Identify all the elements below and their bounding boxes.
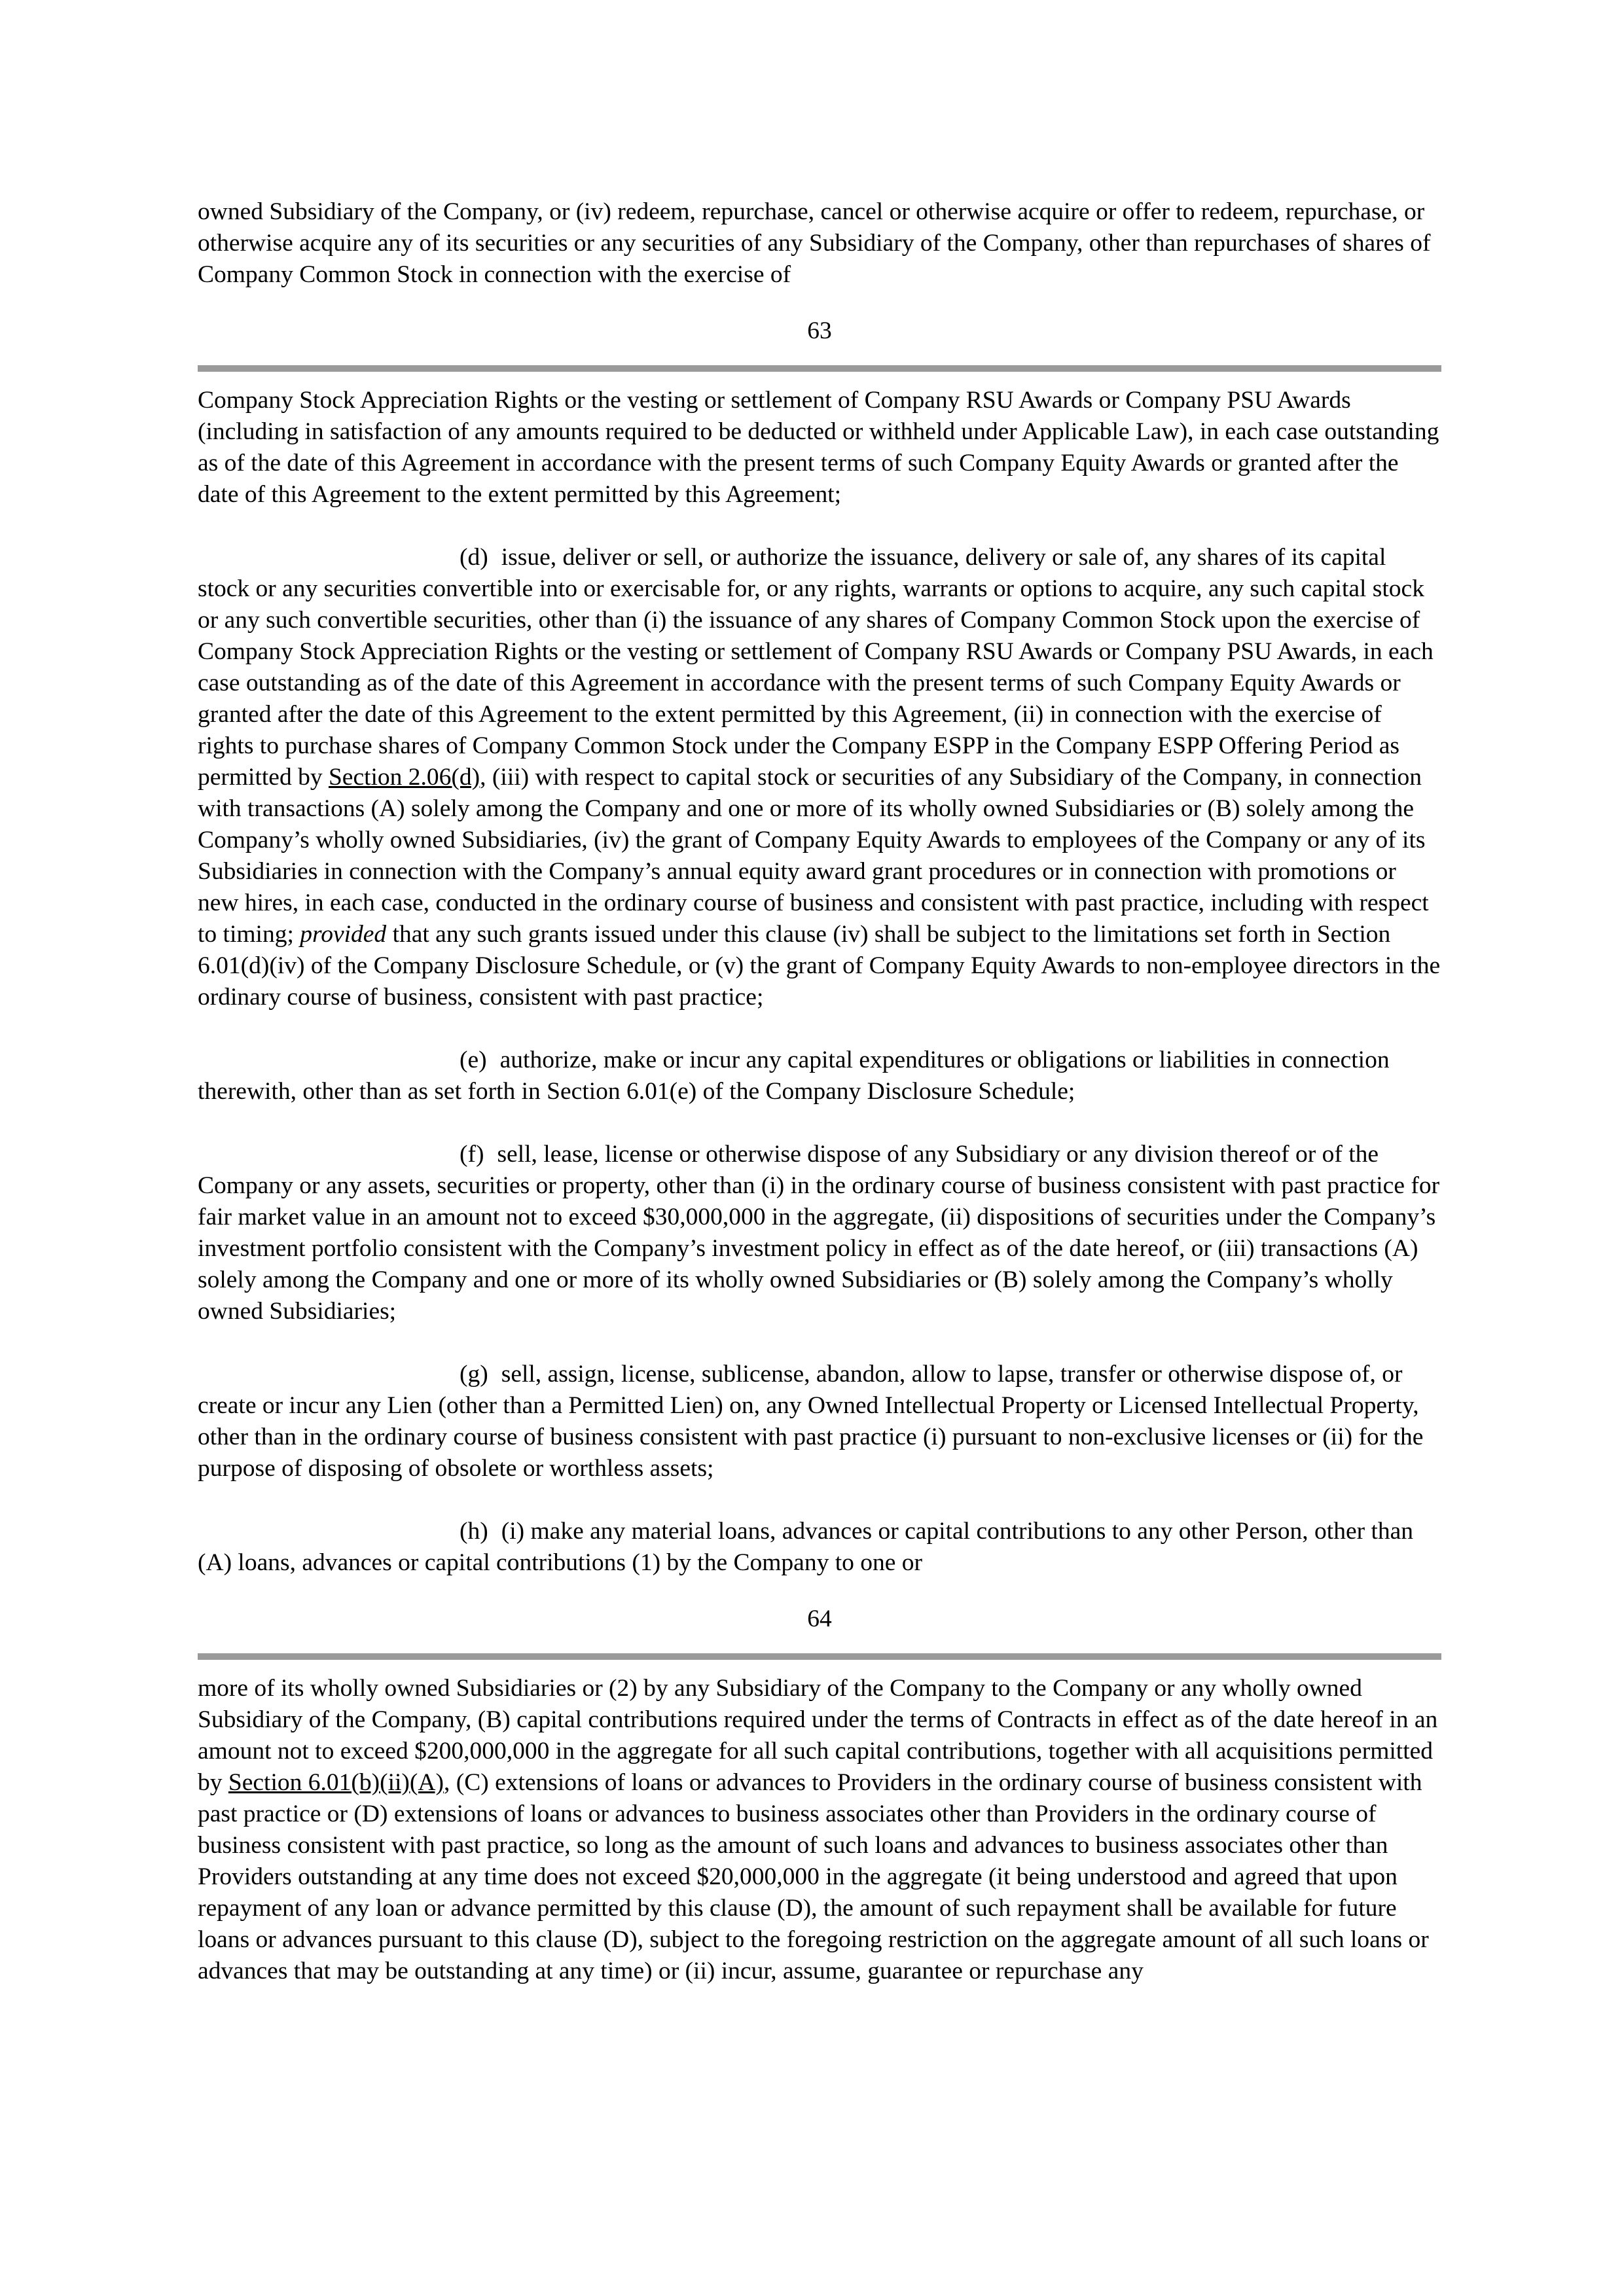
paragraph-text: issue, deliver or sell, or authorize the issuance, delivery or sale of, any shares of its capital stock or any securities convertible into or exercisable for, or any rights, warrants or options to acquire, any such capital stock or any such convertible securities, other than (i) the issuance of any shares of Company Common Stock upon the exercise of Company Stock Appreciation Rights or the vesting or settlement of Company RSU Awards or Company PSU Awards, in each case outstanding as of the date of this Agreement in accordance with the present terms of such Company Equity Awards or granted after the date of this Agreement to the extent permitted by this Agreement, (ii) in connection with the exercise of rights to purchase shares of Company Common Stock under the Company ESPP in the Company ESPP Offering Period as permitted by	[198, 544, 1434, 791]
paragraph-e	[198, 1045, 1441, 1107]
paragraph-d	[198, 542, 1441, 1013]
paragraph-continuation-65	[198, 1673, 1441, 1987]
clause-label: (h)	[460, 1518, 488, 1545]
clause-label: (f)	[460, 1141, 484, 1168]
paragraph-text: (i) make any material loans, advances or capital contributions to any other Person, other than (A) loans, advances or capital contributions (1) by the Company to one or	[198, 1518, 1414, 1576]
paragraph-text: owned Subsidiary of the Company, or (iv) redeem, repurchase, cancel or otherwise acquire or offer to redeem, repurchase, or otherwise acquire any of its securities or any securities of any Subsidiary of the Company, other than repurchases of shares of Company Common Stock in connection with the exercise of	[198, 198, 1431, 288]
section-reference: Section 2.06(d)	[328, 764, 480, 791]
paragraph-text: sell, assign, license, sublicense, abandon, allow to lapse, transfer or otherwise dispose of, or create or incur any Lien (other than a Permitted Lien) on, any Owned Intellectual Property or Licensed Intellectual Property, other than in the ordinary course of business consistent with past practice (i) pursuant to non-exclusive licenses or (ii) for the purpose of disposing of obsolete or worthless assets;	[198, 1361, 1424, 1482]
paragraph-f	[198, 1139, 1441, 1327]
paragraph-text: sell, lease, license or otherwise dispose of any Subsidiary or any division thereof or of the Company or any assets, securities or property, other than (i) in the ordinary course of business consistent with past practice for fair market value in an amount not to exceed $30,000,000 in the aggregate, (ii) dispositions of securities under the Company’s investment portfolio consistent with the Company’s investment policy in effect as of the date hereof, or (iii) transactions (A) solely among the Company and one or more of its wholly owned Subsidiaries or (B) solely among the Company’s wholly owned Subsidiaries;	[198, 1141, 1440, 1325]
clause-label: (e)	[460, 1047, 487, 1073]
document-page	[198, 196, 1441, 1987]
paragraph-h	[198, 1516, 1441, 1579]
paragraph-text: , (iii) with respect to capital stock or securities of any Subsidiary of the Company, in connection with transactions (A) solely among the Company and one or more of its wholly owned Subsidiaries or (B) solely among the Company’s wholly owned Subsidiaries, (iv) the grant of Company Equity Awards to employees of the Company or any of its Subsidiaries in connection with the Company’s annual equity award grant procedures or in connection with promotions or new hires, in each case, conducted in the ordinary course of business and consistent with past practice, including with respect to timing;	[198, 764, 1429, 948]
clause-label: (g)	[460, 1361, 488, 1388]
page-number-64: 64	[807, 1605, 832, 1632]
paragraph-text: , (C) extensions of loans or advances to Providers in the ordinary course of business consistent with past practice or (D) extensions of loans or advances to business associates other than Providers in the ordinary course of business consistent with past practice, so long as the amount of such loans and advances to business associates other than Providers outstanding at any time does not exceed $20,000,000 in the aggregate (it being understood and agreed that upon repayment of any loan or advance permitted by this clause (D), the amount of such repayment shall be available for future loans or advances pursuant to this clause (D), subject to the foregoing restriction on the aggregate amount of all such loans or advances that may be outstanding at any time) or (ii) incur, assume, guarantee or repurchase any	[198, 1769, 1429, 1984]
paragraph-text: Company Stock Appreciation Rights or the vesting or settlement of Company RSU Awards or Company PSU Awards (including in satisfaction of any amounts required to be deducted or withheld under Applicable Law), in each case outstanding as of the date of this Agreement in accordance with the present terms of such Company Equity Awards or granted after the date of this Agreement to the extent permitted by this Agreement;	[198, 387, 1439, 508]
paragraph-g	[198, 1359, 1441, 1484]
italic-term: provided	[300, 921, 387, 948]
paragraph-text: that any such grants issued under this clause (iv) shall be subject to the limitations set forth in Section 6.01(d)(iv) of the Company Disclosure Schedule, or (v) the grant of Company Equity Awards to non-employee directors in the ordinary course of business, consistent with past practice;	[198, 921, 1441, 1011]
paragraph-continuation-64	[198, 385, 1441, 511]
paragraph-text: more of its wholly owned Subsidiaries or (2) by any Subsidiary of the Company to the Company or any wholly owned Subsidiary of the Company, (B) capital contributions required under the terms of Contracts in effect as of the date hereof in an amount not to exceed $200,000,000 in the aggregate for all such capital contributions, together with all acquisitions permitted by	[198, 1675, 1438, 1796]
paragraph-text: authorize, make or incur any capital expenditures or obligations or liabilities in connection therewith, other than as set forth in Section 6.01(e) of the Company Disclosure Schedule;	[198, 1047, 1390, 1105]
page-divider	[198, 365, 1441, 372]
paragraph-continuation-63	[198, 196, 1441, 291]
page-divider	[198, 1653, 1441, 1660]
clause-label: (d)	[460, 544, 488, 571]
section-reference: Section 6.01(b)(ii)(A)	[228, 1769, 444, 1796]
page-number-63: 63	[807, 317, 832, 344]
